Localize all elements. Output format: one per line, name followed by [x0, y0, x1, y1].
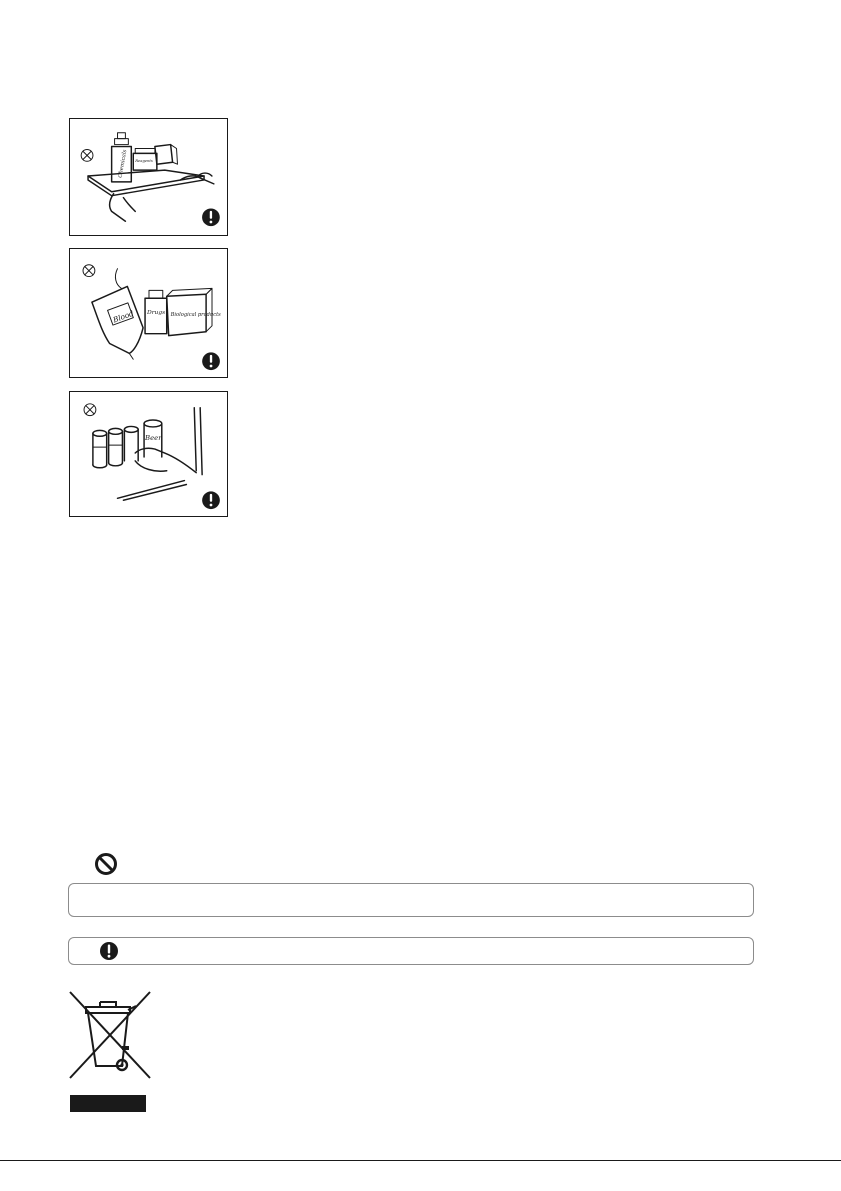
bottle-label-chemicals: Chemicals	[117, 149, 129, 179]
prohibition-note-box	[68, 883, 754, 917]
prohibited-cross-icon	[83, 265, 95, 277]
mandatory-icon	[202, 352, 220, 370]
beer-can-label: Beer	[145, 434, 162, 443]
prohibited-cross-icon	[84, 404, 96, 416]
mandatory-note-box	[68, 937, 754, 965]
exclamation-circle-icon	[99, 941, 119, 961]
box-label-biological-products: Biological products	[170, 311, 221, 318]
footer-rule	[0, 1160, 841, 1161]
illustration-beer-cans	[69, 391, 228, 517]
jar-label-reagents: Reagents	[135, 159, 153, 164]
illustration-biomaterials	[69, 248, 228, 378]
prohibited-cross-icon	[81, 149, 93, 161]
illustration-shelf-chemicals	[69, 118, 228, 236]
mandatory-icon	[202, 208, 220, 226]
crossed-out-wheelie-bin-icon	[66, 988, 156, 1116]
blood-bag-label: Blood	[111, 308, 135, 325]
no-entry-icon	[94, 852, 118, 876]
mandatory-icon	[202, 491, 220, 509]
drug-bottle-label: Drugs	[147, 309, 166, 316]
